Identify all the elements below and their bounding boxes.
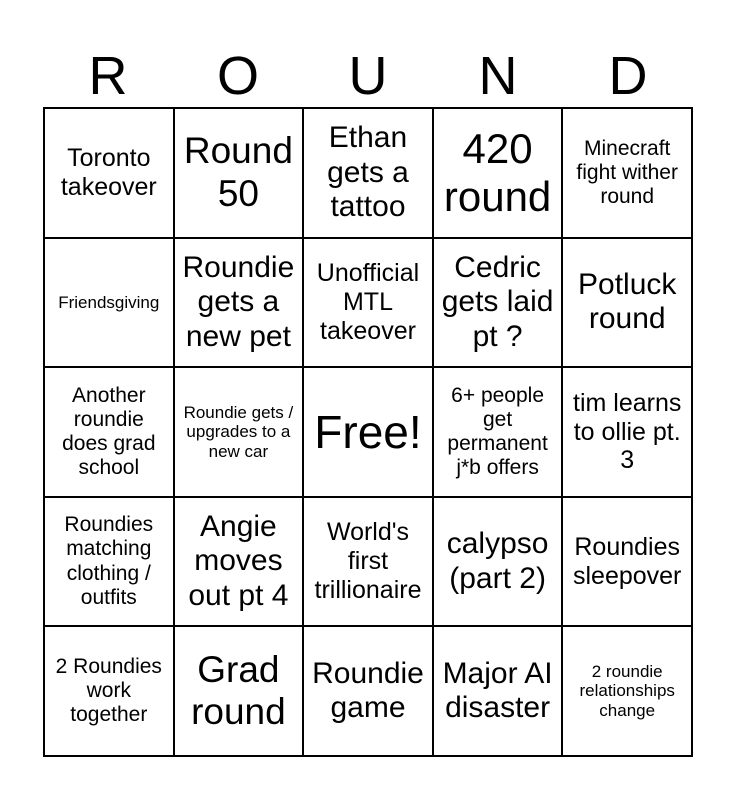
bingo-grid xyxy=(43,107,693,757)
bingo-cell[interactable]: Major AI disaster xyxy=(433,626,563,756)
bingo-cell[interactable]: Cedric gets laid pt ? xyxy=(433,238,563,368)
bingo-cell[interactable]: Roundie gets a new pet xyxy=(174,238,304,368)
bingo-cell[interactable]: 2 Roundies work together xyxy=(44,626,174,756)
bingo-cell[interactable]: Roundie game xyxy=(303,626,433,756)
bingo-cell[interactable]: Friendsgiving xyxy=(44,238,174,368)
header-letter-u: U xyxy=(348,46,388,106)
bingo-cell[interactable]: Unofficial MTL takeover xyxy=(303,238,433,368)
bingo-cell[interactable]: Roundie gets / upgrades to a new car xyxy=(174,367,304,497)
bingo-cell[interactable]: tim learns to ollie pt. 3 xyxy=(562,367,692,497)
bingo-cell[interactable]: Minecraft fight wither round xyxy=(562,108,692,238)
header-letter-n: N xyxy=(478,46,518,106)
bingo-cell[interactable]: calypso (part 2) xyxy=(433,497,563,627)
bingo-cell[interactable]: Grad round xyxy=(174,626,304,756)
bingo-cell[interactable]: Toronto takeover xyxy=(44,108,174,238)
bingo-cell[interactable]: 420 round xyxy=(433,108,563,238)
free-space-cell[interactable]: Free! xyxy=(303,367,433,497)
bingo-cell[interactable]: Potluck round xyxy=(562,238,692,368)
bingo-cell[interactable]: Ethan gets a tattoo xyxy=(303,108,433,238)
bingo-cell[interactable]: Roundies sleepover xyxy=(562,497,692,627)
header-letter-o: O xyxy=(216,46,259,106)
bingo-cell[interactable]: 6+ people get permanent j*b offers xyxy=(433,367,563,497)
bingo-cell[interactable]: Angie moves out pt 4 xyxy=(174,497,304,627)
bingo-cell[interactable]: Roundies matching clothing / outfits xyxy=(44,497,174,627)
header-letter-d: D xyxy=(608,46,648,106)
bingo-cell[interactable]: Round 50 xyxy=(174,108,304,238)
bingo-cell[interactable]: World's first trillionaire xyxy=(303,497,433,627)
bingo-cell[interactable]: Another roundie does grad school xyxy=(44,367,174,497)
bingo-cell[interactable]: 2 roundie relationships change xyxy=(562,626,692,756)
bingo-header xyxy=(43,44,693,108)
header-letter-r: R xyxy=(88,46,128,106)
